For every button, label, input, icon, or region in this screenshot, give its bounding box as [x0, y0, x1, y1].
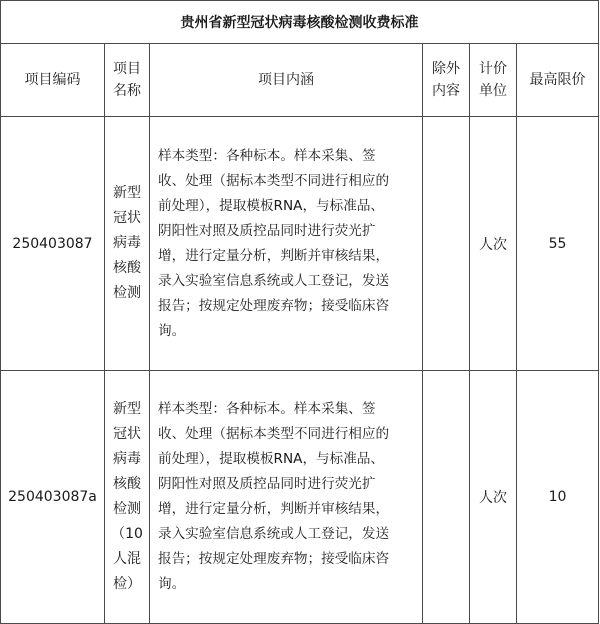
row-name-line: 核酸: [113, 260, 141, 276]
row-content-line: 收、处理（据标本类型不同进行相应的: [158, 426, 390, 442]
row-name: [105, 371, 150, 624]
row-name-line: 病毒: [113, 235, 141, 251]
header-unit: [470, 44, 517, 117]
header-name-line: 项目: [113, 61, 141, 77]
row-content-line: 报告；按规定处理废弃物；接受临床咨: [158, 297, 390, 314]
row-unit: 人次: [470, 371, 517, 624]
row-code: 250403087a: [1, 371, 105, 624]
header-name-line: 名称: [113, 83, 141, 99]
row-name-line: 新型: [113, 185, 141, 201]
row-unit: 人次: [470, 117, 517, 371]
row-content-line: 增，进行定量分析，判断并审核结果，: [158, 501, 390, 517]
header-row: [1, 44, 599, 117]
row-content-line: 前处理），提取模板RNA，与标准品、: [158, 451, 385, 467]
row-price: 10: [517, 371, 599, 624]
row-name-line: 检测: [113, 501, 141, 517]
row-content: [150, 117, 423, 371]
row-content-line: 录入实验室信息系统或人工登记，发送: [158, 526, 390, 542]
row-price: 55: [517, 117, 599, 371]
header-excluded: [423, 44, 470, 117]
row-content-line: 增，进行定量分析，判断并审核结果，: [158, 247, 390, 264]
row-name-line: 冠状: [113, 426, 141, 442]
header-content: 项目内涵: [150, 44, 423, 117]
row-code: 250403087: [1, 117, 105, 371]
row-name-line: 检测: [113, 285, 141, 301]
row-content-line: 询。: [158, 322, 186, 339]
row-content-line: 询。: [158, 576, 186, 592]
row-name-line: 检）: [113, 576, 141, 592]
row-name: [105, 117, 150, 371]
row-content-line: 样本类型：各种标本。样本采集、签: [158, 401, 376, 417]
header-excluded-line: 除外: [432, 61, 460, 77]
row-name-line: 冠状: [113, 210, 141, 226]
row-excluded: [423, 117, 470, 371]
title-row: [1, 1, 599, 44]
header-code: 项目编码: [1, 44, 105, 117]
row-name-line: 人混: [113, 551, 141, 567]
row-content-line: 录入实验室信息系统或人工登记，发送: [158, 272, 390, 289]
row-content-line: 收、处理（据标本类型不同进行相应的: [158, 172, 390, 189]
header-unit-line: 单位: [479, 83, 507, 99]
row-name-line: 病毒: [113, 451, 141, 467]
row-content-line: 样本类型：各种标本。样本采集、签: [158, 147, 376, 164]
header-price: 最高限价: [517, 44, 599, 117]
table-row: [1, 117, 599, 371]
table-row: [1, 371, 599, 624]
row-content-line: 阴阳性对照及质控品同时进行荧光扩: [158, 222, 376, 239]
table-title: 贵州省新型冠状病毒核酸检测收费标准: [1, 1, 599, 44]
row-content-line: 报告；按规定处理废弃物；接受临床咨: [158, 551, 390, 567]
row-name-line: 新型: [113, 401, 141, 417]
header-excluded-line: 内容: [432, 83, 460, 99]
header-unit-line: 计价: [479, 61, 507, 77]
row-content: [150, 371, 423, 624]
header-name: [105, 44, 150, 117]
row-name-line: （10: [111, 526, 143, 542]
row-content-line: 前处理），提取模板RNA，与标准品、: [158, 197, 385, 214]
row-content-line: 阴阳性对照及质控品同时进行荧光扩: [158, 476, 376, 492]
row-name-line: 核酸: [113, 476, 141, 492]
row-excluded: [423, 371, 470, 624]
